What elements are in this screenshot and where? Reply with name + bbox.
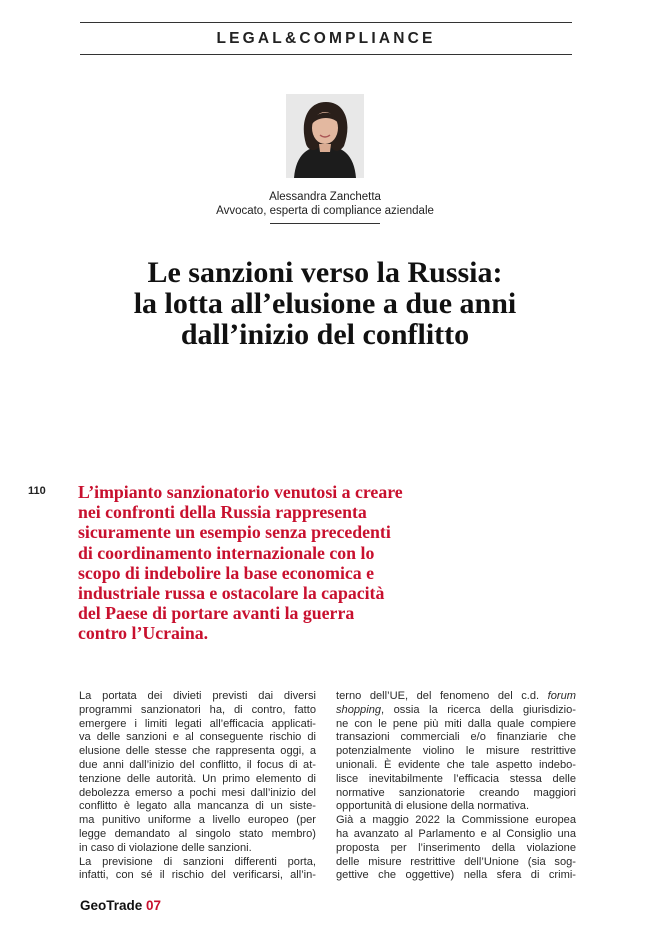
body-line: tenzione delle autorità. Un primo elemento di (79, 772, 316, 785)
body-line: transazioni commerciali e/o finanziarie che (336, 731, 576, 744)
body-line: va delle sanzioni e al conseguente rischio di (79, 731, 316, 744)
body-line: infatti, con sé il rischio del verificarsi, all’in- (79, 869, 316, 882)
lead-line: contro l’Ucraina. (78, 623, 209, 644)
body-line: potenzialmente violino le misure restrittive (336, 745, 576, 758)
body-line: opportunità di elusione della normativa. (336, 800, 530, 813)
body-line: in caso di violazione delle sanzioni. (79, 841, 252, 854)
body-line: ha avanzato al Parlamento e al Consiglio una (336, 827, 576, 840)
footer-brand (80, 898, 161, 913)
body-text-italic: shopping (336, 703, 382, 716)
body-line: proposta per l’inserimento della violazione (336, 841, 576, 854)
lead-line: del Paese di portare avanti la guerra (78, 603, 355, 624)
lead-line: industriale russa e ostacolare la capacità (78, 583, 385, 604)
body-text-italic: forum (547, 690, 576, 702)
footer-issue-number: 07 (146, 898, 162, 913)
header-bottom-rule (80, 54, 572, 55)
body-line: due anni dall’inizio del conflitto, il focus di at- (79, 758, 316, 771)
body-line: ne con le pene più miti dalla quale compiere (336, 717, 576, 730)
body-line: legge demandato al singolo stato membro) (79, 827, 316, 840)
body-line: emergere i limiti legati all’efficacia applicati- (79, 717, 316, 730)
body-line: gettive che oggettive) nella sfera di crimi- (336, 869, 576, 882)
body-line: lisce inevitabilmente l’efficacia stessa delle (336, 772, 576, 785)
body-line: programmi sanzionatori ha, di contro, fatto (79, 703, 316, 716)
body-line: La previsione di sanzioni differenti porta, (79, 855, 316, 868)
article-title (60, 257, 590, 350)
article-title-line: dall’inizio del conflitto (180, 318, 470, 351)
author-photo (286, 94, 364, 178)
body-line: delle misure restrittive dell’Unione (sia sog- (336, 855, 576, 868)
body-line: unionali. È evidente che tale aspetto indebo- (336, 758, 576, 771)
lead-line: di coordinamento internazionale con lo (78, 542, 375, 563)
lead-paragraph (78, 482, 458, 644)
lead-line: L’impianto sanzionatorio venutosi a creare (78, 482, 403, 502)
body-line: La portata dei divieti previsti dai diversi (79, 690, 316, 702)
author-name: Alessandra Zanchetta (269, 191, 381, 203)
body-column-left (79, 690, 316, 883)
author-divider (270, 223, 380, 224)
body-line (336, 690, 576, 704)
body-line: Già a maggio 2022 la Commissione europea (336, 814, 576, 827)
article-title-line: Le sanzioni verso la Russia: (147, 256, 503, 289)
body-line: conflitto è legato alla mancanza di un siste- (79, 800, 316, 813)
lead-line: scopo di indebolire la base economica e (78, 562, 375, 583)
author-role: Avvocato, esperta di compliance aziendale (216, 205, 434, 217)
body-line (336, 704, 576, 718)
body-text: , ossia la ricerca della giurisdizio- (381, 703, 576, 716)
body-text: terno dell’UE, del fenomeno del c.d. (336, 690, 548, 702)
header-top-rule (80, 22, 572, 23)
body-line: normative sanzionatorie creando maggiori (336, 786, 576, 799)
lead-line: nei confronti della Russia rappresenta (78, 502, 367, 523)
body-line: debolezza emerso a pochi mesi dall’inizio del (79, 786, 316, 799)
body-line: ma punitivo uniforme a livello europeo (per (79, 814, 316, 827)
body-column-right (336, 690, 576, 883)
footer-magazine-name: GeoTrade (80, 898, 143, 913)
page-number: 110 (28, 485, 46, 497)
section-title: LEGAL&COMPLIANCE (216, 30, 436, 47)
article-title-line: la lotta all’elusione a due anni (133, 287, 517, 320)
body-line: elusione delle stesse che rappresenta oggi, a (79, 745, 316, 758)
lead-line: sicuramente un esempio senza precedenti (78, 522, 391, 543)
